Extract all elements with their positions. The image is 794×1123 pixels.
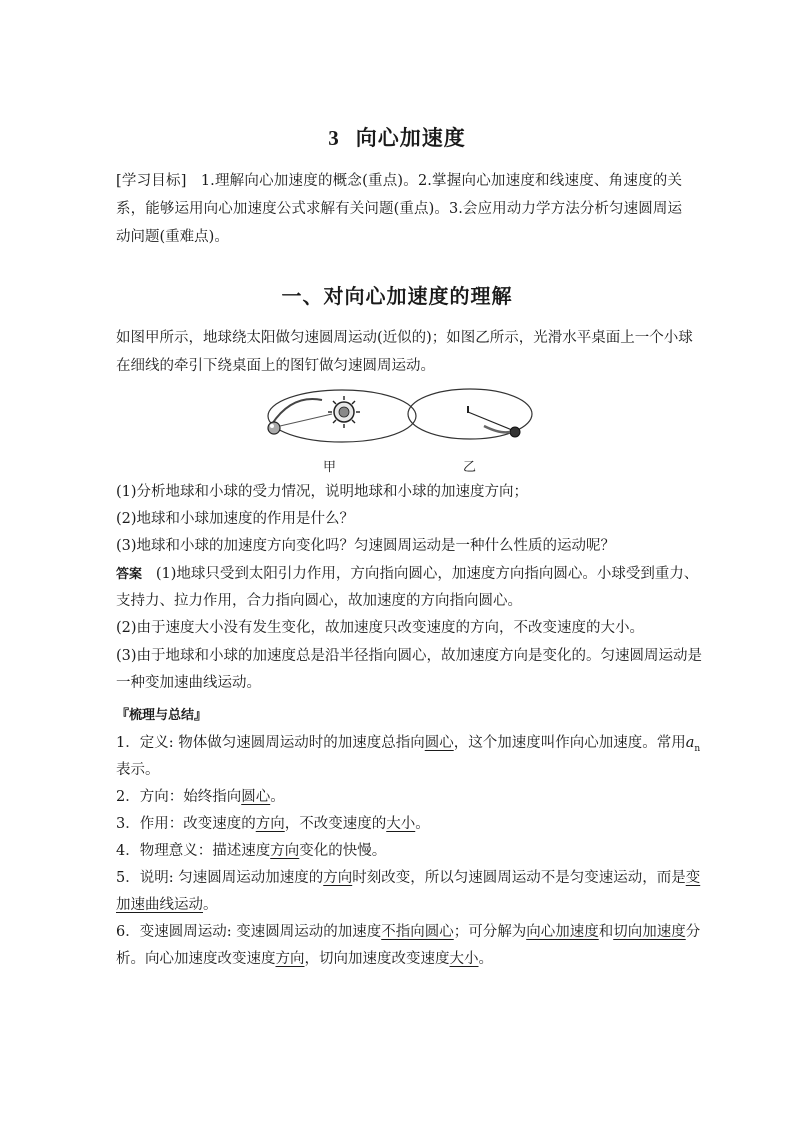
answer-line-1 [116,562,699,587]
answer-line-2: 支持力、拉力作用，合力指向圆心，故加速度的方向指向圆心。 [116,593,522,609]
summary-6-underline-4: 方向 [275,951,305,967]
answer-line-5: 一种变加速曲线运动。 [116,675,261,691]
gravity-line [280,414,332,426]
earth-icon [268,422,280,434]
summary-5-end: 。 [203,897,218,913]
summary-5-underline-3: 加速曲线运动 [116,897,203,913]
summary-3-underline-2: 大小 [386,816,416,832]
summary-item-4 [116,839,682,863]
answer-text-1: (1)地球只受到太阳引力作用，方向指向圆心，加速度方向指向圆心。小球受到重力、 [155,566,699,582]
ball-icon [510,427,520,437]
caption-jia: 甲 [323,460,337,475]
summary-6-end: 。 [478,951,493,967]
answer-label: 答案 [116,567,143,582]
figure-ball-pin [404,386,536,442]
intro-line-1: 如图甲所示，地球绕太阳做匀速圆周运动(近似的)；如图乙所示，光滑水平桌面上一个小球 [116,330,693,346]
summary-item-6 [116,920,701,944]
summary-item-1-cont: 表示。 [116,762,160,778]
summary-3-underline-1: 方向 [255,816,285,832]
sun-icon [328,396,360,428]
summary-item-5 [116,866,701,890]
summary-6-text-c: 和 [598,924,614,940]
page-title [0,122,794,152]
figure-earth-sun [262,386,418,446]
summary-item-1 [116,731,701,761]
summary-2-end: 。 [270,789,285,805]
summary-5-underline: 方向 [323,870,353,886]
summary-5-underline-2: 变 [685,870,701,886]
summary-1-text-b: ，这个加速度叫作向心加速度。常用 [453,735,686,751]
question-1: (1)分析地球和小球的受力情况，说明地球和小球的加速度方向； [116,484,529,500]
summary-3-end: 。 [415,816,430,832]
summary-6-underline-5: 大小 [449,951,479,967]
summary-3-text: 3．作用：改变速度的 [116,816,256,832]
title-text: 向心加速度 [355,126,466,150]
summary-6-underline-3: 切向加速度 [613,924,686,940]
section-heading: 一、对向心加速度的理解 [281,284,513,308]
question-3: (3)地球和小球的加速度方向变化吗？匀速圆周运动是一种什么性质的运动呢？ [116,538,616,554]
intro-line-2: 在细线的牵引下绕桌面上的图钉做匀速圆周运动。 [116,358,435,374]
summary-4-text: 4．物理意义：描述速度 [116,843,271,859]
summary-4-underline: 方向 [270,843,300,859]
earth-trail [272,399,322,424]
caption-yi: 乙 [463,460,477,475]
symbol-a: a [685,735,695,751]
summary-6-text-f: ，切向加速度改变速度 [304,951,450,967]
summary-6-text: 6．变速圆周运动: 变速圆周运动的加速度 [116,924,382,940]
summary-6-text-e: 析。向心加速度改变速度 [116,951,276,967]
summary-1-underline: 圆心 [424,735,454,751]
objectives-text: 1.理解向心加速度的概念(重点)。2.掌握向心加速度和线速度、角速度的关系，能够运用向心加速度公式求解有关问题(重点)。3.会应用动力学方法分析匀速圆周运动问题(重难点)。 [116,173,683,245]
summary-4-end: 变化的快慢。 [299,843,387,859]
summary-2-text: 2．方向：始终指向 [116,789,242,805]
summary-6-underline-1: 不指向圆心 [381,924,454,940]
summary-6-text-d: 分 [685,924,701,940]
objectives-label: [学习目标] [116,173,187,189]
summary-6-text-b: ；可分解为 [453,924,527,940]
learning-objectives [116,167,682,251]
string-line [468,412,512,430]
summary-item-3 [116,812,682,836]
summary-5-text: 5．说明: 匀速圆周运动加速度的 [116,870,324,886]
summary-item-6-cont [116,947,682,971]
summary-5-text-b: 时刻改变，所以匀速圆周运动不是匀变速运动，而是 [352,870,686,886]
answer-line-4: (3)由于地球和小球的加速度总是沿半径指向圆心，故加速度方向是变化的。匀速圆周运动是 [116,648,703,664]
summary-1-text: 1．定义: 物体做匀速圆周运动时的加速度总指向 [116,735,425,751]
question-2: (2)地球和小球加速度的作用是什么？ [116,511,355,527]
summary-heading: 『梳理与总结』 [116,708,208,723]
summary-item-2 [116,785,682,809]
summary-item-5-cont [116,893,682,917]
summary-6-underline-2: 向心加速度 [526,924,599,940]
answer-line-3: (2)由于速度大小没有发生变化，故加速度只改变速度的方向，不改变速度的大小。 [116,620,645,636]
title-number: 3 [328,126,340,150]
summary-3-text-b: ，不改变速度的 [284,816,387,832]
summary-2-underline: 圆心 [241,789,271,805]
symbol-sub-n: n [694,743,701,754]
